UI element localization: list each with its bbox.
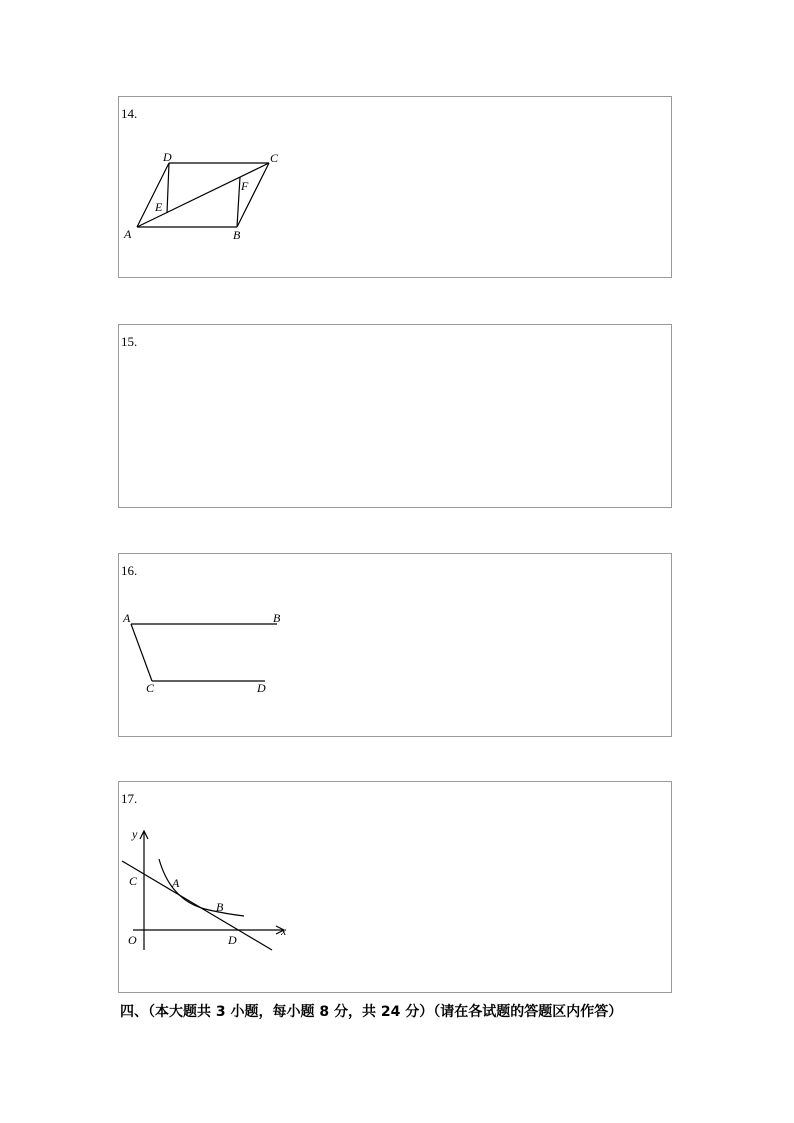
segment-bf (237, 177, 240, 227)
question-number: 16. (121, 563, 138, 578)
answer-box-q17 (118, 781, 672, 993)
parallel-lines-figure (119, 554, 673, 738)
label-d: D (163, 150, 172, 164)
label-b: B (273, 611, 281, 625)
coordinate-figure (119, 782, 673, 994)
label-o: O (128, 933, 137, 947)
label-c: C (129, 874, 138, 888)
answer-box-q15 (118, 324, 672, 508)
diagonal-ac (137, 163, 269, 227)
parallelogram-figure (119, 97, 673, 279)
label-d: D (228, 933, 237, 947)
label-c: C (146, 681, 155, 695)
label-a: A (172, 876, 180, 890)
label-f: F (241, 179, 249, 193)
question-number: 17. (121, 791, 138, 806)
label-e: E (155, 200, 163, 214)
label-d: D (257, 681, 266, 695)
answer-box-q14 (118, 96, 672, 278)
label-x: x (281, 924, 287, 938)
segment-ac (131, 624, 152, 681)
question-number: 14. (121, 106, 138, 121)
segment-da (137, 163, 169, 227)
label-y: y (132, 827, 138, 841)
label-c: C (270, 151, 279, 165)
label-a: A (124, 227, 132, 241)
segment-de (167, 163, 169, 213)
segment-bc (237, 163, 269, 227)
answer-box-q16 (118, 553, 672, 737)
label-a: A (123, 611, 131, 625)
label-b: B (216, 900, 224, 914)
label-b: B (233, 228, 241, 242)
question-number: 15. (121, 334, 138, 349)
section-heading: 四、（本大题共 3 小题，每小题 8 分，共 24 分）（请在各试题的答题区内作答） (120, 1004, 623, 1020)
